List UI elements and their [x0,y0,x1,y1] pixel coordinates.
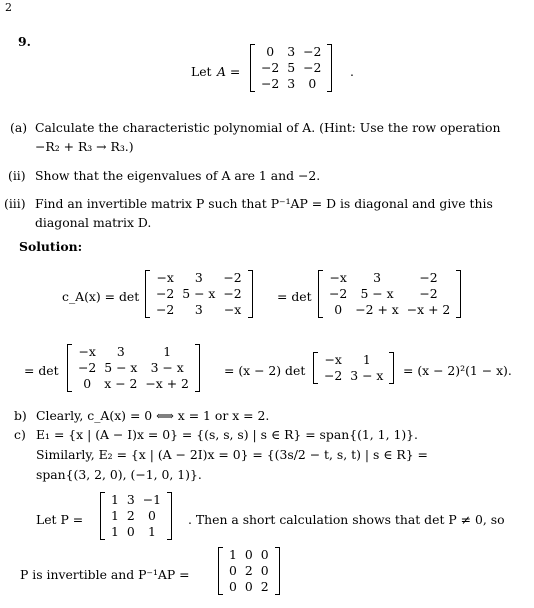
matrix-m3-cell: 0 [83,375,92,391]
matrix-m1-cell: −x [156,269,174,285]
matrix-m1-cell: −x [223,301,242,317]
question-iii-line1: Find an invertible matrix P such that P⁻¹AP = D is diagonal and give this [35,196,493,211]
char-poly-result: = (x − 2)²(1 − x). [403,363,512,378]
matrix-p-cell: 1 [111,507,119,523]
matrix-a-cell: 3 [287,75,296,91]
matrix-d-cell: 2 [244,562,253,578]
matrix-d-cell: 0 [229,578,237,594]
matrix-m4 [313,352,394,384]
question-a-line1: Calculate the characteristic polynomial of A. (Hint: Use the row operation [35,120,501,135]
matrix-a-cell: 0 [266,43,275,59]
matrix-a-cell: 3 [287,43,296,59]
part-c-label: c) [14,427,26,442]
question-iii-line2: diagonal matrix D. [35,215,152,230]
char-poly-eq-det: = det [277,289,312,304]
matrix-d [218,547,280,595]
intro-let: Let [191,64,212,79]
matrix-d-cell: 0 [244,578,253,594]
matrix-p-cell: 1 [147,523,156,539]
matrix-p-cell: −1 [142,491,162,507]
question-a-line2: −R₂ + R₃ → R₃.) [35,139,134,154]
matrix-m1-cell: 3 [194,301,203,317]
matrix-m2-cell: −x + 2 [406,301,451,317]
page-number: 2 [5,1,12,14]
matrix-p-cell: 0 [147,507,156,523]
matrix-m1-cell: 5 − x [182,285,216,301]
matrix-m3-cell: 1 [163,343,172,359]
matrix-a-cell: 5 [287,59,296,75]
intro-a-eq: A = [217,64,241,79]
matrix-m3-cell: x − 2 [104,375,138,391]
matrix-d-cell: 1 [229,546,237,562]
matrix-m3-cell: 5 − x [104,359,138,375]
part-c-then-text: . Then a short calculation shows that det P ≠ 0, so [188,512,505,527]
part-b-label: b) [14,408,27,423]
question-iii-label: (iii) [4,196,26,211]
matrix-m2-cell: 0 [334,301,343,317]
matrix-d-cell: 0 [260,562,269,578]
matrix-d-cell: 0 [260,546,269,562]
matrix-p-cell: 3 [126,491,135,507]
matrix-m1 [145,270,253,318]
matrix-m3-cell: 3 − x [150,359,184,375]
matrix-a [250,44,332,92]
question-ii-line1: Show that the eigenvalues of A are 1 and −2. [35,168,321,183]
part-c-invertible-text: P is invertible and P⁻¹AP = [20,567,190,582]
matrix-m3-cell: −x [78,343,96,359]
matrix-m4-cell: 3 − x [350,367,384,383]
matrix-a-cell: −2 [261,59,280,75]
matrix-m3-cell: 3 [116,343,125,359]
matrix-m3-cell: −x + 2 [145,375,189,391]
part-c-let-p: Let P = [36,512,84,527]
matrix-m1-cell: −2 [156,285,175,301]
matrix-m2-cell: −2 [419,285,438,301]
matrix-m1-cell: −2 [223,285,242,301]
matrix-p-cell: 1 [111,491,119,507]
part-c-line1: E₁ = {x | (A − I)x = 0} = {(s, s, s) | s ∈ R} = span{(1, 1, 1)}. [36,427,418,442]
matrix-m1-cell: 3 [194,269,203,285]
matrix-m4-cell: −x [324,351,342,367]
matrix-p-cell: 0 [126,523,135,539]
matrix-a-cell: 0 [308,75,317,91]
matrix-a-cell: −2 [261,75,280,91]
matrix-m3-cell: −2 [78,359,97,375]
matrix-m4-cell: −2 [324,367,343,383]
matrix-m2-cell: −2 [419,269,438,285]
matrix-p-cell: 1 [111,523,119,539]
matrix-d-cell: 0 [244,546,253,562]
matrix-m4-cell: 1 [362,351,371,367]
matrix-d-cell: 0 [229,562,237,578]
matrix-m1-cell: −2 [156,301,175,317]
matrix-d-cell: 2 [260,578,269,594]
matrix-p [100,492,172,540]
matrix-p-cell: 2 [126,507,135,523]
char-poly-mid: = (x − 2) det [224,363,306,378]
matrix-m2 [318,270,461,318]
question-ii-label: (ii) [8,168,26,183]
matrix-m2-cell: 5 − x [360,285,394,301]
char-poly-lhs: c_A(x) = det [62,289,140,304]
matrix-a-cell: −2 [303,43,322,59]
matrix-m2-cell: −2 [329,285,348,301]
part-b-text: Clearly, c_A(x) = 0 ⟺ x = 1 or x = 2. [36,408,270,423]
matrix-m2-cell: −2 + x [355,301,399,317]
matrix-m2-cell: −x [329,269,347,285]
part-c-line2: Similarly, E₂ = {x | (A − 2I)x = 0} = {(3s/2 − t, s, t) | s ∈ R} = [36,447,428,462]
matrix-m3 [67,344,200,392]
matrix-a-cell: −2 [303,59,322,75]
matrix-m2-cell: 3 [373,269,381,285]
solution-heading: Solution: [19,239,83,254]
intro-period: . [350,64,354,79]
matrix-m1-cell: −2 [223,269,242,285]
char-poly-line2-prefix: = det [24,363,59,378]
problem-number: 9. [18,34,31,49]
part-c-line3: span{(3, 2, 0), (−1, 0, 1)}. [36,467,202,482]
question-a-label: (a) [10,120,28,135]
